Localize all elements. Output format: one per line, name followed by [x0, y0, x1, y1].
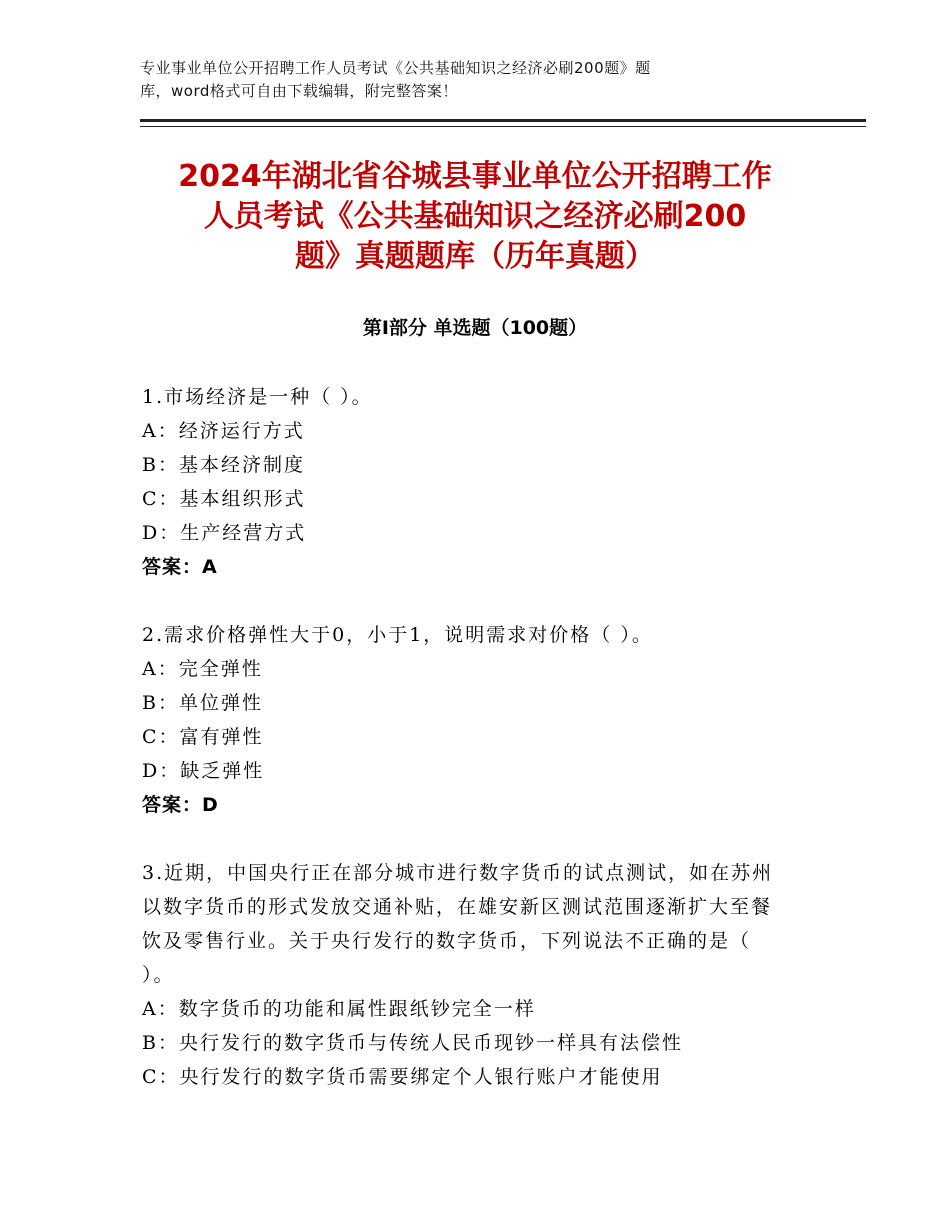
option-b: B：基本经济制度 [142, 454, 305, 476]
header-note-line: 库，word格式可自由下载编辑，附完整答案！ [140, 82, 458, 100]
title-line: 人员考试《公共基础知识之经济必刷200 [203, 199, 747, 234]
option-c: C：富有弹性 [142, 726, 264, 748]
title-line: 2024年湖北省谷城县事业单位公开招聘工作 [178, 159, 772, 194]
option-a: A：完全弹性 [142, 658, 263, 680]
question-stem-line: 饮及零售行业。关于央行发行的数字货币，下列说法不正确的是（ [142, 930, 752, 952]
header-divider [140, 119, 866, 127]
question-stem-line: 以数字货币的形式发放交通补贴，在雄安新区测试范围逐渐扩大至餐 [142, 896, 773, 918]
option-a: A：数字货币的功能和属性跟纸钞完全一样 [142, 998, 536, 1020]
option-c: C：基本组织形式 [142, 488, 306, 510]
answer-line: 答案：D [142, 794, 219, 816]
question-spacer [142, 584, 832, 618]
option-d: D：生产经营方式 [142, 522, 307, 544]
answer-line: 答案：A [142, 556, 218, 578]
title-line: 题》真题题库（历年真题） [295, 239, 655, 274]
option-a: A：经济运行方式 [142, 420, 305, 442]
option-c: C：央行发行的数字货币需要绑定个人银行账户才能使用 [142, 1066, 663, 1088]
question-stem-line: 3.近期，中国央行正在部分城市进行数字货币的试点测试，如在苏州 [142, 862, 774, 884]
question-3 [142, 856, 832, 1094]
header-note-line: 专业事业单位公开招聘工作人员考试《公共基础知识之经济必刷200题》题 [140, 59, 651, 77]
header-note [140, 57, 780, 103]
option-b: B：央行发行的数字货币与传统人民币现钞一样具有法偿性 [142, 1032, 683, 1054]
question-spacer [142, 822, 832, 856]
option-d: D：缺乏弹性 [142, 760, 265, 782]
question-stem-line: ）。 [142, 964, 175, 986]
question-list [142, 380, 832, 1094]
question-1 [142, 380, 832, 584]
section-title: 第Ⅰ部分 单选题（100题） [362, 317, 588, 339]
option-b: B：单位弹性 [142, 692, 263, 714]
question-2 [142, 618, 832, 822]
question-stem: 2.需求价格弹性大于0，小于1，说明需求对价格（ ）。 [142, 624, 653, 646]
question-stem: 1.市场经济是一种（ ）。 [142, 386, 373, 408]
document-title [120, 157, 830, 277]
